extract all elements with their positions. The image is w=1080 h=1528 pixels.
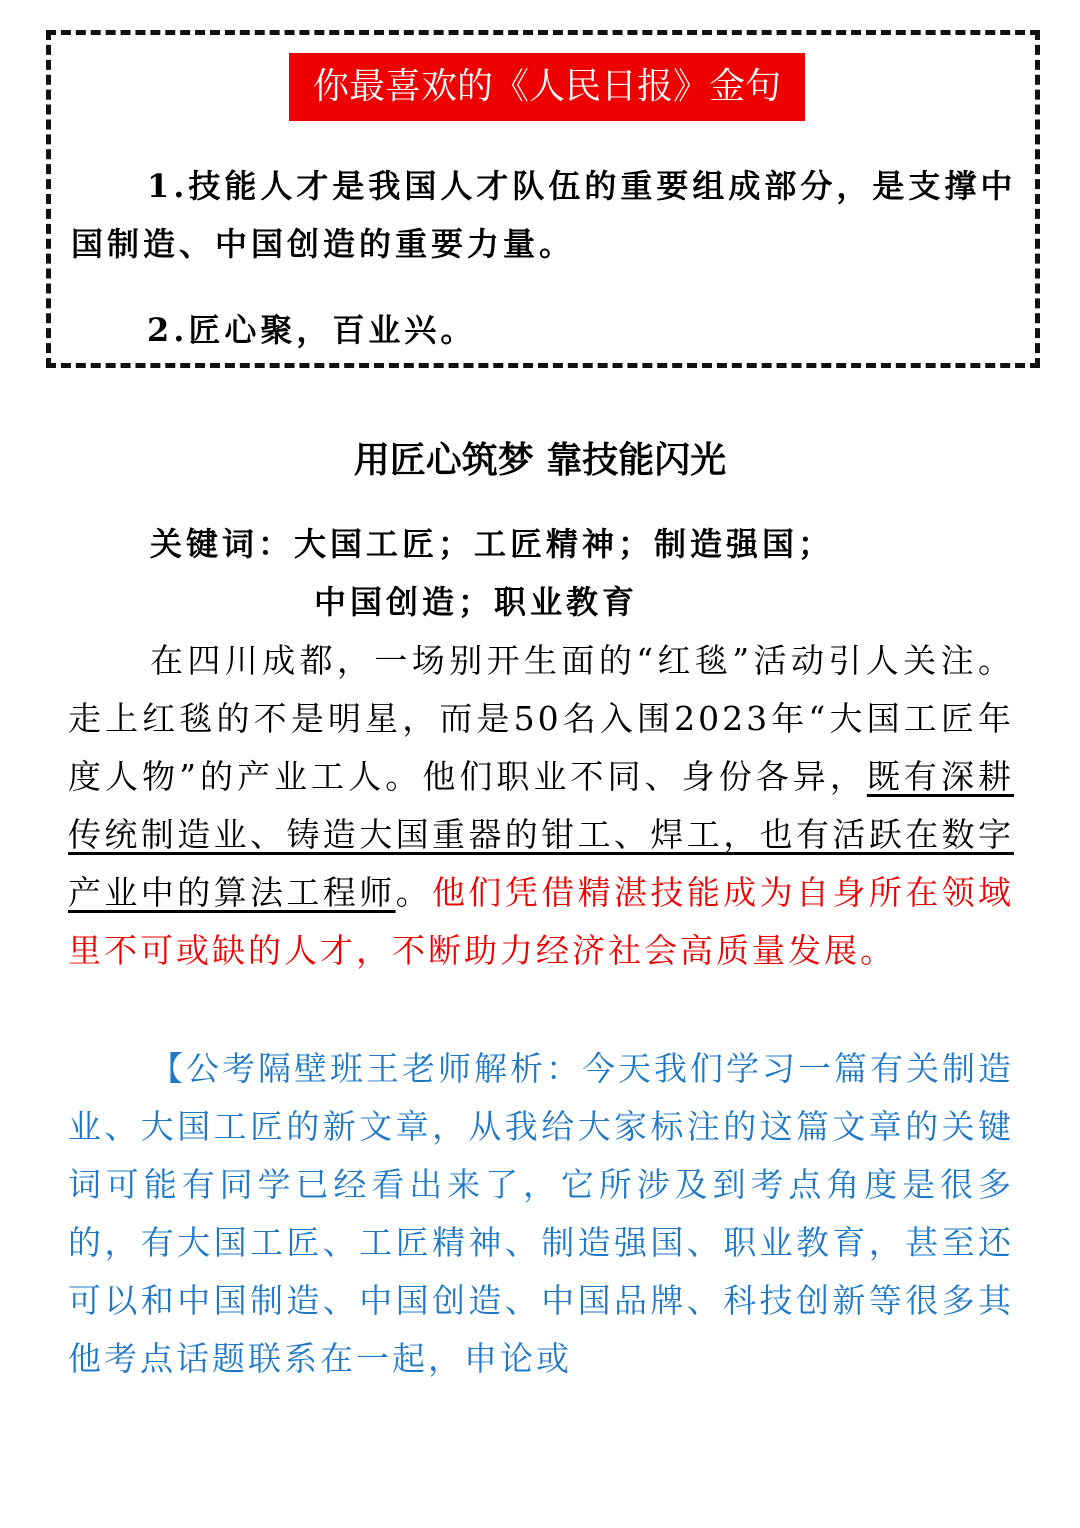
period-text: 。 <box>395 873 433 912</box>
quote-item-2: 2.匠心聚，百业兴。 <box>147 311 477 349</box>
article-paragraph <box>68 632 1014 980</box>
keywords-line-2: 中国创造；职业教育 <box>314 583 639 621</box>
keywords-block <box>150 515 1030 631</box>
golden-quotes-box <box>46 30 1040 368</box>
paragraph-plain-text: 在四川成都，一场别开生面的“红毯”活动引人关注。走上红毯的不是明星，而是50名入围2023年“大国工匠年度人物”的产业工人。他们职业不同、身份各异， <box>68 641 1014 796</box>
article-title: 用匠心筑梦 靠技能闪光 <box>353 439 727 481</box>
quote-item-1: 1.技能人才是我国人才队伍的重要组成部分，是支撑中国制造、中国创造的重要力量。 <box>71 167 1017 263</box>
teacher-analysis: 【公考隔壁班王老师解析：今天我们学习一篇有关制造业、大国工匠的新文章，从我给大家标注的这篇文章的关键词可能有同学已经看出来了，它所涉及到考点角度是很多的，有大国工匠、工匠精神、制造强国、职业教育，甚至还可以和中国制造、中国创造、中国品牌、科技创新等很多其他考点话题联系在一起，申论或 <box>68 1049 1014 1378</box>
keywords-line-1: 关键词：大国工匠；工匠精神；制造强国； <box>150 525 835 563</box>
underlined-text: 既有深耕传统制造业、铸造大国重器的钳工、焊工，也有活跃在数字产业中的算法工程师 <box>68 757 1015 912</box>
quotes-banner: 你最喜欢的《人民日报》金句 <box>289 53 805 121</box>
highlighted-red-text: 他们凭借精湛技能成为自身所在领域里不可或缺的人才，不断助力经济社会高质量发展。 <box>68 873 1015 970</box>
